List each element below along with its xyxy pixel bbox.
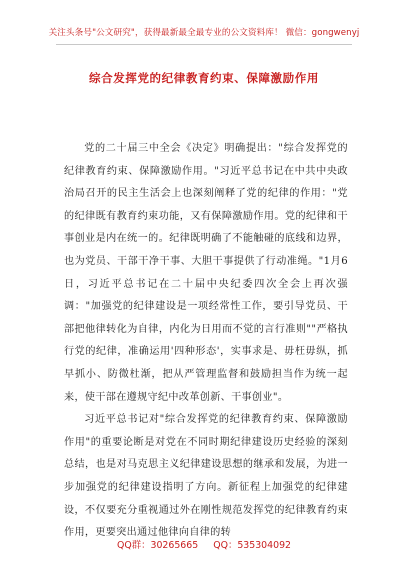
header-notice: 关注头条号"公文研究"，获得最新最全最专业的公文资料库！ 微信：gongwenyj [48, 28, 360, 38]
document-body [64, 138, 348, 545]
document-title: 综合发挥党的纪律教育约束、保障激励作用 [89, 71, 319, 85]
header-divider [56, 44, 352, 45]
footer-qq-group: QQ群：30265665 [116, 540, 199, 551]
body-paragraph-2: 习近平总书记对"综合发挥党的纪律教育约束、保障激励作用"的重要论断是对党在不同时期纪律建设历史经验的深刻总结，也是对马克思主义纪律建设思想的继承和发展，为进一步加强党的纪律建设指明了方向。新征程上加强党的纪律建设，不仅要充分重视通过外在刚性规范发挥党的纪律教育约束作用，更要突出通过他律向自律的转 [64, 414, 348, 539]
footer-contact [0, 537, 408, 551]
footer-qq: QQ：535304092 [213, 540, 292, 551]
body-paragraph-1: 党的二十届三中全会《决定》明确提出："综合发挥党的纪律教育约束、保障激励作用。"习近平总书记在中共中央政治局召开的民主生活会上也深刻阐释了党的纪律的作用："党的纪律既有教育约束功能，又有保障激励作用。党的纪律和干事创业是内在统一的。纪律既明确了不能触碰的底线和边界，也为党员、干部干净干事、大胆干事提供了行动准绳。"1月6日，习近平总书记在二十届中央纪委四次全会上再次强调："加强党的纪律建设是一项经常性工作，要引导党员、干部把他律转化为自律，内化为日用而不觉的言行准则""严格执行党的纪律，准确运用'四种形态'，实事求是、毋枉毋纵，抓早抓小、防微杜渐，把从严管理监督和鼓励担当作为统一起来，使干部在遵规守纪中改革创新、干事创业"。 [64, 143, 348, 403]
